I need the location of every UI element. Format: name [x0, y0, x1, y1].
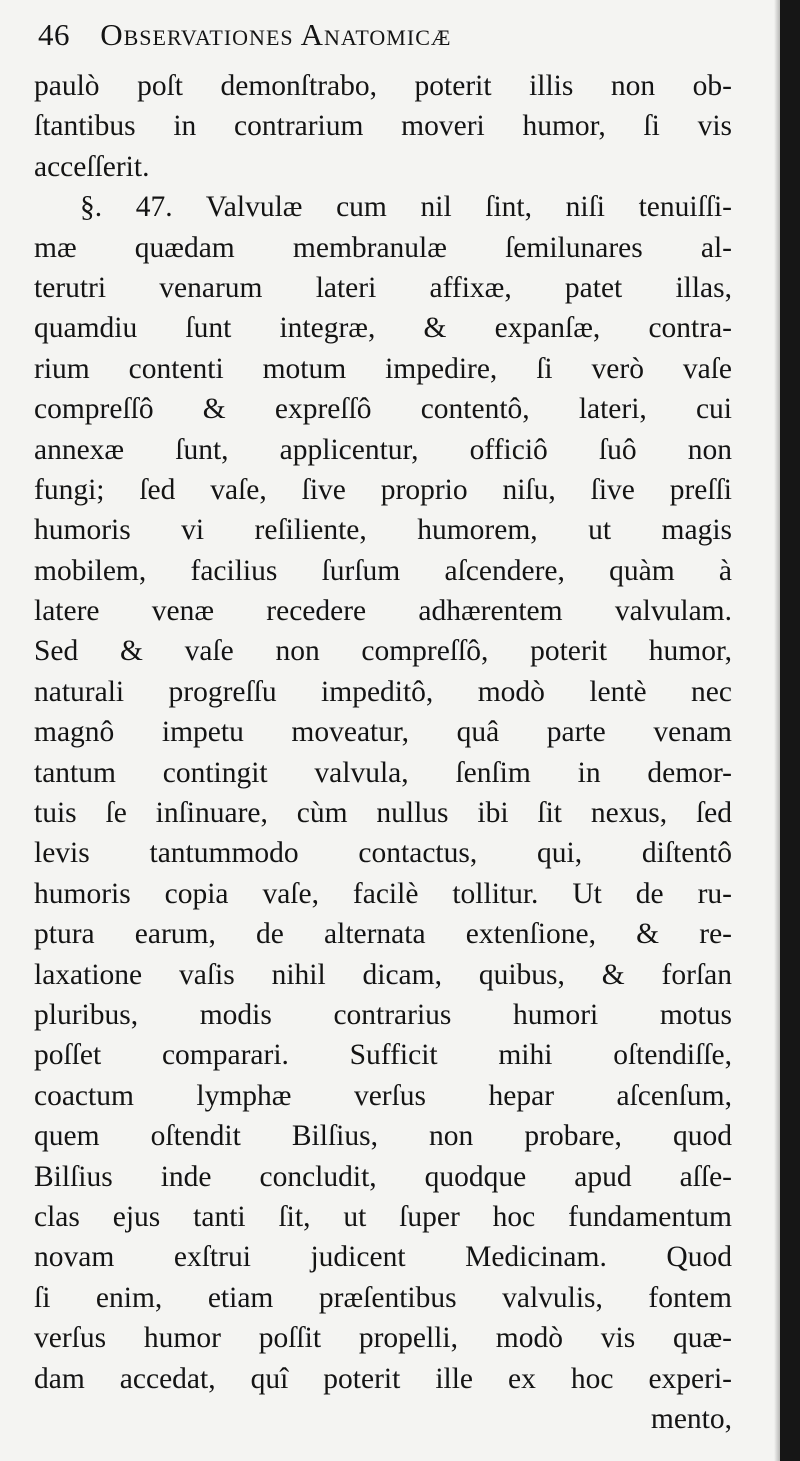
text-line: acceſſerit.	[34, 150, 150, 183]
running-head	[38, 10, 738, 60]
text-line: dam accedat, quî poterit ille ex hoc experi-	[34, 1362, 732, 1395]
text-line: verſus humor poſſit propelli, modò vis quæ-	[34, 1322, 732, 1355]
text-line: ſi enim, etiam præſentibus valvulis, fontem	[34, 1281, 732, 1314]
text-line: fungi; ſed vaſe, ſive proprio niſu, ſive preſſi	[34, 473, 732, 506]
text-line: terutri venarum lateri affixæ, patet illas,	[34, 271, 732, 304]
page-gutter	[780, 0, 800, 1461]
text-line: quamdiu ſunt integræ, & expanſæ, contra-	[34, 312, 732, 345]
text-line: poſſet comparari. Sufficit mihi oſtendiſſe,	[34, 1039, 732, 1072]
text-line: pluribus, modis contrarius humori motus	[34, 998, 732, 1031]
text-line: quem oſtendit Bilſius, non probare, quod	[34, 1120, 732, 1153]
text-line: tantum contingit valvula, ſenſim in demor-	[34, 756, 732, 789]
text-line: naturali progreſſu impeditô, modò lentè nec	[34, 675, 732, 708]
text-line: levis tantummodo contactus, qui, diſtentô	[34, 837, 732, 870]
text-line: mæ quædam membranulæ ſemilunares al-	[34, 231, 732, 264]
text-line: Sed & vaſe non compreſſô, poterit humor,	[34, 635, 732, 668]
text-line: Bilſius inde concludit, quodque apud aſſe-	[34, 1160, 732, 1193]
text-line: laxatione vaſis nihil dicam, quibus, & forſan	[34, 958, 732, 991]
body-text	[34, 66, 732, 1439]
text-line: humoris copia vaſe, facilè tollitur. Ut de ru-	[34, 877, 732, 910]
text-line: rium contenti motum impedire, ſi verò vaſe	[34, 352, 732, 385]
text-line: humoris vi reſiliente, humorem, ut magis	[34, 514, 732, 547]
page-number: 46	[38, 17, 70, 52]
text-line: tuis ſe inſinuare, cùm nullus ibi ſit nexus, ſed	[34, 797, 732, 830]
section-start-line: §. 47. Valvulæ cum nil ſint, niſi tenuiſſi-	[80, 191, 732, 224]
text-line: novam exſtrui judicent Medicinam. Quod	[34, 1241, 732, 1274]
text-line: ptura earum, de alternata extenſione, & re-	[34, 918, 732, 951]
text-line: compreſſô & expreſſô contentô, lateri, cui	[34, 393, 732, 426]
text-line: ſtantibus in contrarium moveri humor, ſi vis	[34, 110, 732, 143]
catchword-line: mento,	[650, 1402, 732, 1435]
text-line: mobilem, facilius ſurſum aſcendere, quàm à	[34, 554, 732, 587]
running-title: Observationes Anatomicæ	[100, 17, 452, 52]
text-line: magnô impetu moveatur, quâ parte venam	[34, 716, 732, 749]
text-line: coactum lymphæ verſus hepar aſcenſum,	[34, 1079, 732, 1112]
text-line: annexæ ſunt, applicentur, officiô ſuô non	[34, 433, 732, 466]
text-line: clas ejus tanti ſit, ut ſuper hoc fundamentum	[34, 1200, 732, 1233]
text-line: paulò poſt demonſtrabo, poterit illis non ob-	[34, 70, 732, 102]
text-line: latere venæ recedere adhærentem valvulam.	[34, 595, 732, 628]
